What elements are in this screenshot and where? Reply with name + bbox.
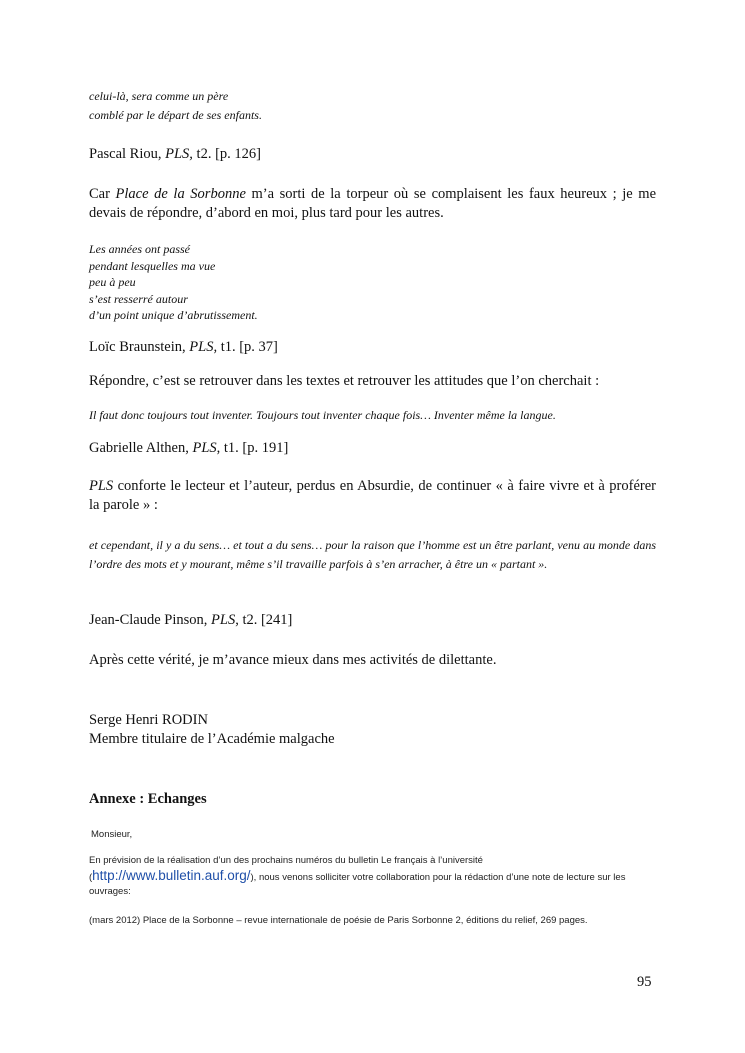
citation-author: Jean-Claude Pinson, (89, 612, 212, 628)
signature-role: Membre titulaire de l’Académie malgache (89, 731, 335, 747)
paragraph-pls (89, 477, 656, 515)
paragraph-rest: m’a sorti de la torpeur où se complaisent les faux heureux ; je me devais de répondre, d’abord en moi, plus tard pour les autres. (89, 186, 657, 221)
citation-riou (89, 145, 656, 164)
quote-line: pendant lesquelles ma vue (89, 258, 216, 273)
annex-request (89, 854, 656, 899)
citation-ref: t2. [p. 126] (192, 146, 261, 162)
citation-author: Pascal Riou, (89, 146, 166, 162)
quote-pinson (89, 536, 656, 574)
quote-line: comblé par le départ de ses enfants. (89, 107, 262, 122)
citation-althen (89, 439, 656, 458)
quote-althen (89, 406, 656, 425)
citation-pinson (89, 611, 656, 630)
paren-open: ( (89, 872, 93, 883)
citation-ref: t1. [p. 37] (217, 339, 278, 355)
signature-block (89, 711, 656, 749)
paragraph-title: Place de la Sorbonne (115, 186, 246, 202)
paragraph-prefix: Car (89, 186, 116, 202)
paragraph-verite (89, 651, 656, 670)
quote-line: Les années ont passé (89, 242, 190, 256)
citation-author: Loïc Braunstein, (89, 339, 190, 355)
quote-line: d’un point unique d’abrutissement. (89, 308, 258, 322)
quote-text: Il faut donc toujours tout inventer. Toujours tout inventer chaque fois… Inventer même la langue. (89, 408, 556, 422)
citation-ref: , t2. [241] (235, 612, 293, 628)
quote-text: et cependant, il y a du sens… et tout a du sens… pour la raison que l’homme est un être parlant, venu au monde dans l’ordre des mots et y mourant, même s’il travaille parfois à s’en arracher, à être un « partant ». (89, 538, 656, 571)
citation-work: PLS (192, 440, 217, 456)
annex-line2 (89, 869, 656, 899)
paragraph-repondre (89, 372, 656, 391)
paragraph-rest: conforte le lecteur et l’auteur, perdus en Absurdie, de continuer « à faire vivre et à proférer la parole » : (89, 478, 656, 513)
paragraph-work: PLS (89, 478, 114, 494)
paragraph-text: Après cette vérité, je m’avance mieux dans mes activités de dilettante. (89, 652, 497, 668)
page-number: 95 (637, 974, 652, 990)
bulletin-link[interactable]: http://www.bulletin.auf.org/ (92, 868, 251, 883)
quote-line: peu à peu (89, 275, 136, 289)
annex-title: Annexe : Echanges (89, 791, 207, 807)
quote-line: celui-là, sera comme un père (89, 89, 229, 103)
annex-greeting: Monsieur, (91, 829, 133, 840)
paragraph-sorbonne (89, 185, 656, 223)
quote-riou (89, 88, 656, 123)
quote-braunstein (89, 241, 656, 324)
annex-line2-rest: ), nous venons solliciter votre collaboration pour la rédaction d’une note de lecture sur les ouvrages: (89, 872, 626, 897)
citation-work: PLS, (165, 146, 193, 162)
citation-author: Gabrielle Althen, (89, 440, 193, 456)
annex-reference: (mars 2012) Place de la Sorbonne – revue internationale de poésie de Paris Sorbonne 2, éditions du relief, 269 pages. (89, 915, 588, 926)
signature-name: Serge Henri RODIN (89, 712, 208, 728)
annex-line1: En prévision de la réalisation d’un des prochains numéros du bulletin Le français à l’université (89, 855, 483, 866)
citation-work: PLS, (189, 339, 218, 355)
paragraph-text: Répondre, c’est se retrouver dans les textes et retrouver les attitudes que l’on cherchait : (89, 373, 600, 389)
quote-line: s’est resserré autour (89, 291, 188, 306)
citation-braunstein (89, 338, 656, 357)
citation-work: PLS (211, 612, 236, 628)
citation-ref: , t1. [p. 191] (216, 440, 289, 456)
